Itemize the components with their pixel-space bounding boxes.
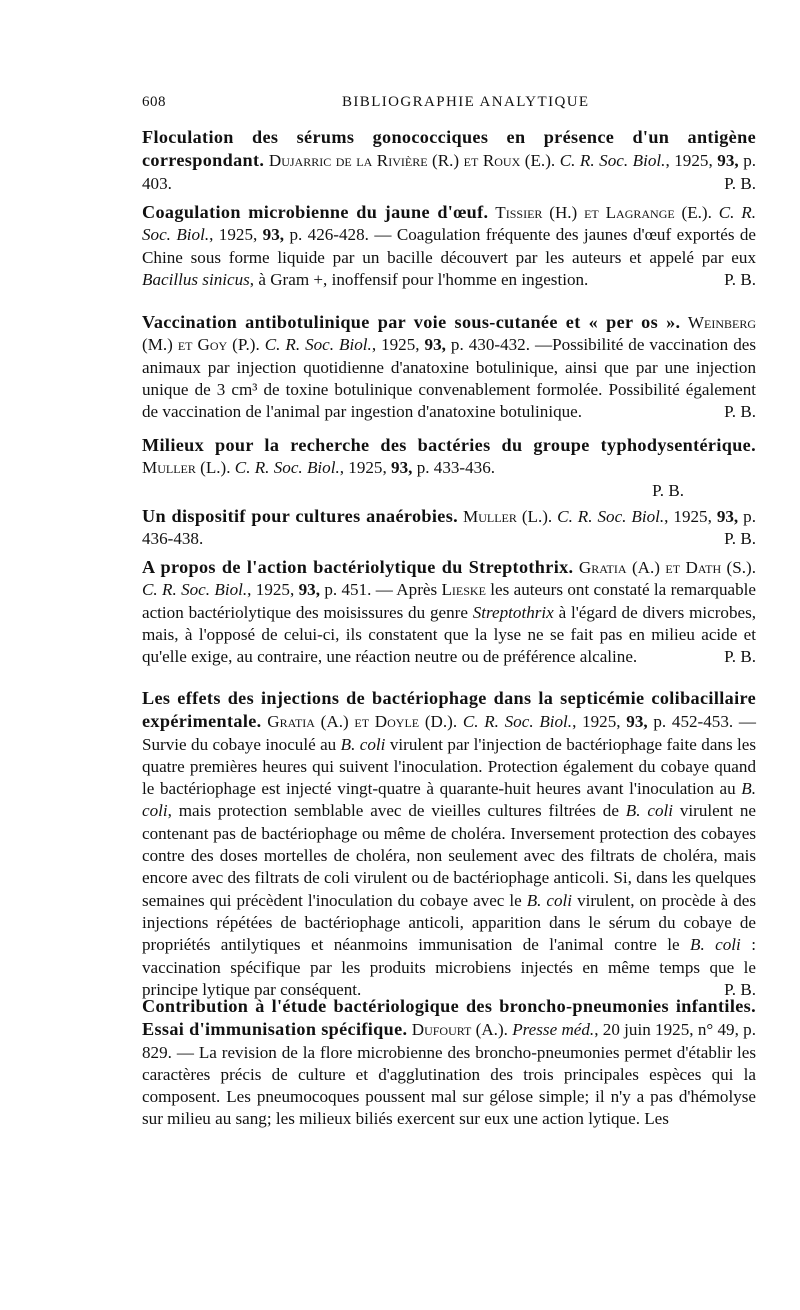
entry-authors: Tissier (H.) et Lagrange (E.). <box>495 203 712 222</box>
entry-pages: p. 403. <box>142 151 757 193</box>
entry-journal: C. R. Soc. Biol. <box>462 712 573 732</box>
entry-signature: P. B. <box>724 529 756 549</box>
entry-title: Floculation des sérums gonococciques en présence d'un antigène correspondant. <box>142 127 756 171</box>
entry-year: 1925, <box>582 712 621 732</box>
bibliography-entry: Les effets des injections de bactériophage dans la septicémie colibacillaire expérimentale. Gratia (A.) et Doyle (D.). C. R. Soc. Biol., 1925, 93, p. 452-453. — Survie du cobaye inoculé au B. coli virulent par l'injection de bactériophage faite dans les quatre premières heures qui suivent l'inoculation. Protection également du cobaye quand le bactériophage est injecté vingt-quatre à quarante-huit heures avant l'inoculation au B. coli, mais protection semblable avec de vieilles cultures filtrées de B. coli virulent ne contenant pas de bactériophage ou même de choléra. Inversement protection des cobayes contre des doses mortelles de choléra, non seulement avec des filtrats de choléra, mais encore avec des filtrats de coli virulent ou de bactériophage anticoli. Si, dans les quelques semaines qui précèdent l'inoculation du cobaye avec le B. coli virulent, on procède à des injections répétées de bactériophage anticoli, apparition dans le sérum du cobaye de propriétés antilytiques et néanmoins immunisation de l'animal contre le B. coli : vaccination spécifique par les produits microbiens injectés en même temps que le principe lytique par conséquent. P. B. <box>142 687 756 1001</box>
running-header <box>142 94 756 118</box>
entry-volume: 93, <box>626 712 648 732</box>
entry-year: 1925, <box>674 151 713 171</box>
entry-volume: 93, <box>716 507 739 526</box>
entry-authors: Gratia (A.) et Doyle (D.). <box>267 712 458 732</box>
bibliography-entry: Un dispositif pour cultures anaérobies. Muller (L.). C. R. Soc. Biol., 1925, 93, p. 436-438. P. B. <box>142 505 756 551</box>
entry-authors: Dujarric de la Rivière (R.) et Roux (E.). <box>268 151 556 171</box>
entry-abstract: : vaccination spécifique par les produits microbiens injectés en même temps que le principe lytique par conséquent. <box>142 935 757 999</box>
bibliography-entry: Vaccination antibotulinique par voie sous-cutanée et « per os ». Weinberg (M.) et Goy (P.). C. R. Soc. Biol., 1925, 93, p. 430-432. —Possibilité de vaccination des animaux par injection quotidienne d'anatoxine botulinique, ainsi que par une injection unique de 3 cm³ de toxine botulinique convenablement formolée. Possibilité également de vaccination de l'animal par ingestion d'anatoxine botulinique. P. B. <box>142 311 756 423</box>
entry-title: Milieux pour la recherche des bactéries du groupe typhodysentérique. <box>142 435 756 455</box>
entry-signature: P. B. <box>724 647 756 667</box>
entry-date: 20 juin 1925, <box>602 1020 694 1040</box>
running-title: BIBLIOGRAPHIE ANALYTIQUE <box>342 94 590 110</box>
entry-abstract: virulent par l'injection de bactériophage faite dans les quatre premières heures qui suivent l'inoculation. Protection également du cobaye quand le bactériophage est injecté vingt-quatre à quarante-huit heures avant l'inoculation au <box>142 734 757 799</box>
entry-volume: 93, <box>262 225 285 245</box>
entry-year: 1925, <box>218 225 258 245</box>
entry-authors: Gratia (A.) et Dath (S.). <box>578 558 756 577</box>
entry-organism: Streptothrix <box>472 602 554 622</box>
entry-journal: C. R. Soc. Biol. <box>142 580 248 600</box>
entry-pages: p. 829. <box>142 1020 756 1062</box>
entry-organism: B. coli <box>526 890 573 910</box>
entry-year: 1925, <box>381 335 420 355</box>
entry-issue: n° 49, <box>697 1020 739 1040</box>
entry-volume: 93, <box>424 335 446 355</box>
entry-authors: Dufourt (A.). <box>411 1020 508 1040</box>
entry-abstract: à l'égard de divers microbes, mais, à l'opposé de celui-ci, ils constatent que la lyse ne se fait pas en milieu acide et qu'elle exige, au contraire, une réaction neutre ou de préférence alcaline. <box>142 602 757 667</box>
page-number: 608 <box>142 94 166 110</box>
entry-pages: p. 426-428. <box>289 225 369 245</box>
entry-year: 1925, <box>255 580 295 600</box>
entry-pages: p. 430-432. <box>450 335 530 355</box>
entry-pages: p. 452-453. <box>653 712 734 732</box>
entry-journal: Presse méd. <box>512 1020 595 1040</box>
entry-organism: B. coli <box>625 801 673 821</box>
entry-journal: C. R. Soc. Biol. <box>142 203 756 245</box>
entry-authors: Muller (L.). <box>142 458 231 478</box>
entry-abstract: — Coagulation fréquente des jaunes d'œuf exportés de Chine sous forme liquide par un bacille découvert par les auteurs et appelé par eux <box>142 225 757 267</box>
entry-signature: P. B. <box>724 979 756 999</box>
entry-pages: p. 433-436. <box>416 458 496 478</box>
entry-abstract: virulent ne contenant pas de bactériophage ou même de choléra. Inversement protection des cobayes contre des doses mortelles de choléra, non seulement avec des filtrats de choléra, mais encore avec des filtrats de coli virulent ou de bactériophage anticoli. Si, dans les quelques semaines qui précèdent l'inoculation du cobaye avec le <box>142 801 757 910</box>
entry-title: Vaccination antibotulinique par voie sous-cutanée et « per os ». <box>142 312 681 332</box>
entry-pages: p. 436-438. <box>142 507 756 549</box>
entry-year: 1925, <box>673 507 712 526</box>
entry-journal: C. R. Soc. Biol. <box>557 507 665 526</box>
entry-cited-author: Lieske <box>441 580 486 600</box>
entry-authors: Weinberg (M.) et Goy (P.). <box>142 313 756 355</box>
entry-abstract: —Possibilité de vaccination des animaux par injection quotidienne d'anatoxine botulinique, ainsi que par une injection unique de 3 cm³ de toxine botulinique convenablement formolée. Possibilité également de vaccination de l'animal par ingestion d'anatoxine botulinique. <box>142 335 756 422</box>
entry-journal: C. R. Soc. Biol. <box>264 335 372 355</box>
bibliography-entry: A propos de l'action bactériolytique du Streptothrix. Gratia (A.) et Dath (S.). C. R. Soc. Biol., 1925, 93, p. 451. — Après Lieske les auteurs ont constaté la remarquable action bactériolytique des moisissures du genre Streptothrix à l'égard de divers microbes, mais, à l'opposé de celui-ci, ils constatent que la lyse ne se fait pas en milieu acide et qu'elle exige, au contraire, une réaction neutre ou de préférence alcaline. P. B. <box>142 556 756 668</box>
entry-title: Les effets des injections de bactériophage dans la septicémie colibacillaire expérimentale. <box>142 688 756 732</box>
entry-abstract: — Survie du cobaye inoculé au <box>142 712 756 754</box>
entry-abstract: les auteurs ont constaté la remarquable action bactériolytique des moisissures du genre <box>142 580 756 622</box>
entry-journal: C. R. Soc. Biol. <box>559 151 666 171</box>
entry-title: Un dispositif pour cultures anaérobies. <box>142 506 459 526</box>
entry-organism: B. coli <box>690 935 741 955</box>
entry-volume: 93, <box>298 580 320 600</box>
entry-journal: C. R. Soc. Biol. <box>234 458 340 478</box>
entry-title: Contribution à l'étude bactériologique des broncho-pneumonies infantiles. Essai d'immunisation spécifique. <box>142 996 756 1040</box>
entry-signature: P. B. <box>652 480 684 500</box>
bibliography-entry: Milieux pour la recherche des bactéries du groupe typhodysentérique. Muller (L.). C. R. Soc. Biol., 1925, 93, p. 433-436. P. B. <box>142 435 756 500</box>
entry-volume: 93, <box>391 458 413 478</box>
bibliography-entry: Floculation des sérums gonococciques en présence d'un antigène correspondant. Dujarric de la Rivière (R.) et Roux (E.). C. R. Soc. Biol., 1925, 93, p. 403. P. B. <box>142 126 756 195</box>
bibliography-entry: Coagulation microbienne du jaune d'œuf. Tissier (H.) et Lagrange (E.). C. R. Soc. Biol., 1925, 93, p. 426-428. — Coagulation fréquente des jaunes d'œuf exportés de Chine sous forme liquide par un bacille découvert par les auteurs et appelé par eux Bacillus sinicus, à Gram +, inoffensif pour l'homme en ingestion. P. B. <box>142 201 756 291</box>
bibliography-entry: Contribution à l'étude bactériologique des broncho-pneumonies infantiles. Essai d'immunisation spécifique. Dufourt (A.). Presse méd., 20 juin 1925, n° 49, p. 829. — La revision de la flore microbienne des broncho-pneumonies permet d'établir les caractères précis de culture et d'agglutination des trois principales espèces qui la composent. Les pneumocoques poussent mal sur gélose simple; il n'y a pas d'hémolyse sur milieu au sang; les milieux biliés exercent sur eux une action lytique. Les <box>142 996 756 1129</box>
entry-title: A propos de l'action bactériolytique du Streptothrix. <box>142 557 574 577</box>
entry-organism: B. coli <box>340 734 386 754</box>
entry-year: 1925, <box>348 458 387 478</box>
entry-organism: Bacillus sinicus <box>142 269 250 289</box>
entry-organism: B. coli <box>142 779 756 821</box>
entry-abstract: virulent, on procède à des injections répétées de bactériophage anticoli, apparition dans le sérum du cobaye de propriétés antilytiques et néanmoins immunisation de l'animal contre le <box>142 890 757 955</box>
entry-signature: P. B. <box>724 173 756 193</box>
entry-signature: P. B. <box>724 402 756 422</box>
entry-abstract: , mais protection semblable avec de vieilles cultures filtrées de <box>167 801 619 821</box>
entry-authors: Muller (L.). <box>463 507 553 526</box>
entry-abstract: — Après <box>375 580 438 600</box>
entry-volume: 93, <box>717 151 739 171</box>
entry-pages: p. 451. <box>324 580 372 600</box>
entry-title: Coagulation microbienne du jaune d'œuf. <box>142 202 489 222</box>
entry-abstract: — La revision de la flore microbienne des broncho-pneumonies permet d'établir les caractères précis de culture et d'agglutination des trois principales espèces qui la composent. Les pneumocoques poussent mal sur gélose simple; il n'y a pas d'hémolyse sur milieu au sang; les milieux biliés exercent sur eux une action lytique. Les <box>142 1042 756 1129</box>
entry-abstract: , à Gram +, inoffensif pour l'homme en ingestion. <box>249 269 589 289</box>
entry-signature: P. B. <box>724 269 756 289</box>
